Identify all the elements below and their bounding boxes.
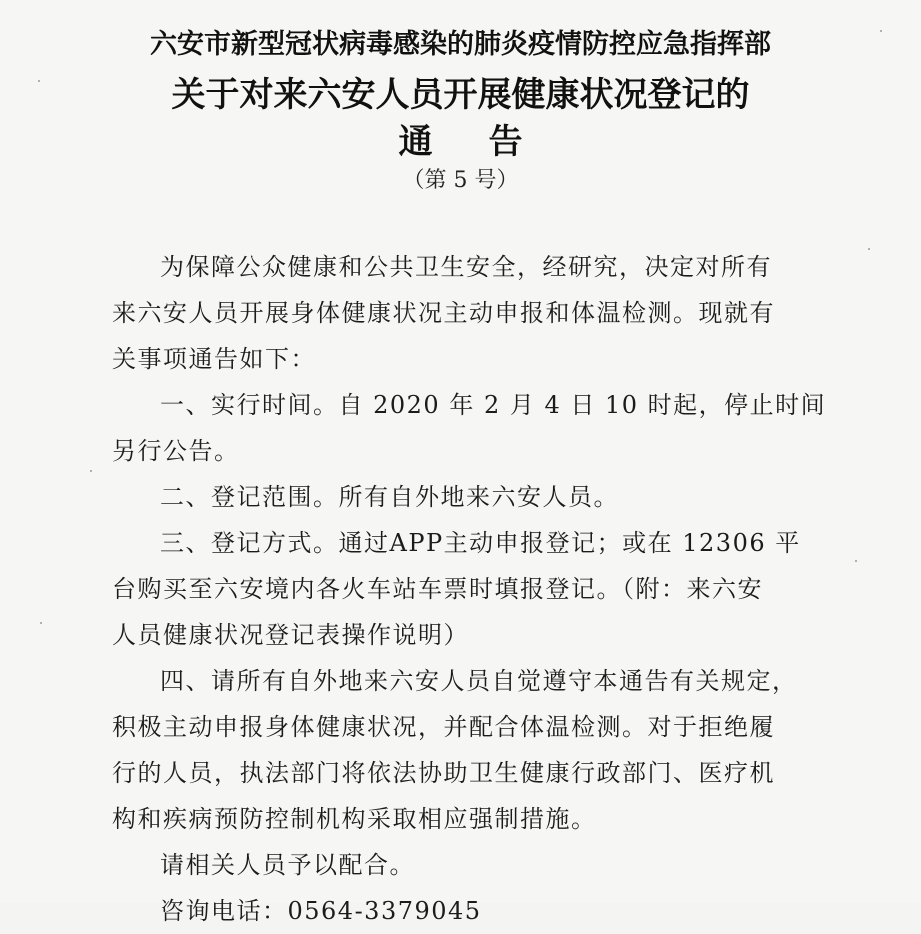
body-line: 构和疾病预防控制机构采取相应强制措施。 — [112, 805, 597, 833]
notice-body — [112, 244, 827, 934]
scan-speck — [868, 248, 870, 250]
scan-speck — [855, 560, 857, 562]
issuing-organization: 六安市新型冠状病毒感染的肺炎疫情防控应急指挥部 — [150, 29, 771, 60]
body-line: 关事项通告如下： — [112, 345, 316, 373]
body-line: 四、请所有自外地来六安人员自觉遵守本通告有关规定， — [160, 667, 798, 695]
scan-speck — [38, 80, 40, 82]
body-line: 另行公告。 — [112, 437, 240, 465]
body-line: 二、登记范围。所有自外地来六安人员。 — [160, 483, 619, 511]
scan-speck — [40, 622, 42, 624]
body-line: 请相关人员予以配合。 — [160, 851, 415, 879]
body-line: 人员健康状况登记表操作说明） — [112, 621, 469, 649]
body-line: 来六安人员开展身体健康状况主动申报和体温检测。现就有 — [112, 299, 775, 327]
scan-speck — [880, 30, 882, 32]
body-line: 一、实行时间。自 2020 年 2 月 4 日 10 时起，停止时间 — [160, 391, 827, 419]
scan-speck — [90, 470, 92, 472]
body-line: 三、登记方式。通过APP主动申报登记；或在 12306 平 — [160, 529, 801, 557]
notice-title: 关于对来六安人员开展健康状况登记的 — [171, 75, 750, 115]
body-line: 为保障公众健康和公共卫生安全，经研究，决定对所有 — [160, 253, 772, 281]
notice-number: （第 5 号） — [402, 168, 519, 193]
body-line: 台购买至六安境内各火车站车票时填报登记。（附：来六安 — [112, 575, 763, 603]
notice-title-continued: 通告 — [398, 122, 579, 162]
body-line: 咨询电话：0564-3379045 — [160, 897, 482, 925]
body-line: 积极主动申报身体健康状况，并配合体温检测。对于拒绝履 — [112, 713, 775, 741]
body-line: 行的人员，执法部门将依法协助卫生健康行政部门、医疗机 — [112, 759, 775, 787]
